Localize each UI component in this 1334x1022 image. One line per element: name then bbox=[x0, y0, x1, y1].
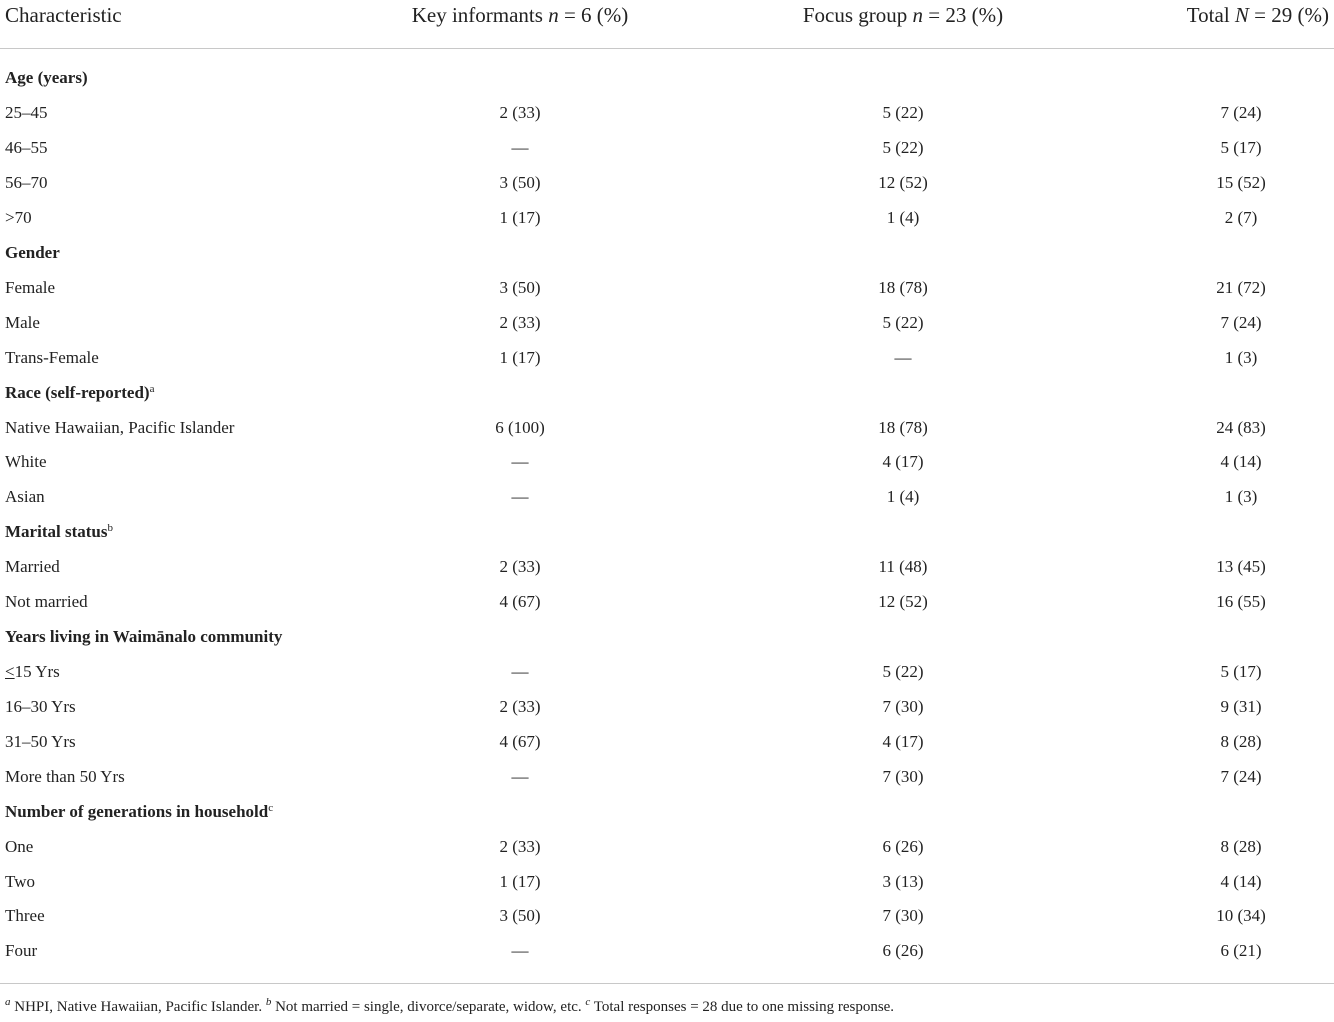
section-label: Years living in Waimānalo community bbox=[5, 627, 283, 646]
table-header bbox=[0, 0, 1334, 32]
row-label: 16–30 Yrs bbox=[5, 697, 76, 716]
row-label: 25–45 bbox=[5, 103, 48, 122]
row-label: Female bbox=[5, 278, 56, 297]
table-footnote: $^a$ NHPI, Native Hawaiian, Pacific Islander. $^b$ Not married = single, divorce/separate, widow, etc. $^c$ Total responses = 28 due to one missing response. bbox=[5, 996, 895, 1015]
row-total: 13 (45) bbox=[1216, 557, 1266, 576]
row-key-informants: 2 (33) bbox=[499, 103, 541, 122]
row-label: Married bbox=[5, 557, 60, 576]
table-row bbox=[0, 689, 1334, 724]
row-total: 7 (24) bbox=[1220, 103, 1262, 122]
row-total: 2 (7) bbox=[1224, 208, 1258, 227]
section-generations bbox=[0, 794, 1334, 829]
table-row bbox=[0, 130, 1334, 165]
row-focus-group: 5 (22) bbox=[882, 138, 924, 157]
section-label: Number of generations in household$^c$ bbox=[5, 802, 274, 821]
table-row bbox=[0, 829, 1334, 864]
table-row bbox=[0, 410, 1334, 445]
row-label: Three bbox=[5, 906, 45, 925]
row-total: 7 (24) bbox=[1220, 313, 1262, 332]
row-total: 5 (17) bbox=[1220, 662, 1262, 681]
table-row bbox=[0, 724, 1334, 759]
table-row bbox=[0, 864, 1334, 899]
footer-rule bbox=[0, 983, 1334, 984]
less-equal-symbol: < bbox=[5, 662, 15, 681]
row-label: Male bbox=[5, 313, 40, 332]
row-key-informants: 3 (50) bbox=[499, 278, 541, 297]
row-label: One bbox=[5, 837, 34, 856]
table-row bbox=[0, 200, 1334, 235]
row-key-informants: 3 (50) bbox=[499, 906, 541, 925]
section-label: Race (self-reported)$^a$ bbox=[5, 383, 155, 402]
row-total: 6 (21) bbox=[1220, 941, 1262, 960]
row-total: 9 (31) bbox=[1220, 697, 1262, 716]
row-label: 31–50 Yrs bbox=[5, 732, 76, 751]
row-key-informants: — bbox=[511, 452, 529, 471]
section-race bbox=[0, 375, 1334, 410]
header-key-informants: Key informants n = 6 (%) bbox=[411, 3, 629, 27]
row-focus-group: 4 (17) bbox=[882, 452, 924, 471]
row-focus-group: 12 (52) bbox=[878, 173, 928, 192]
section-gender bbox=[0, 235, 1334, 270]
row-total: 15 (52) bbox=[1216, 173, 1266, 192]
row-key-informants: — bbox=[511, 941, 529, 960]
row-focus-group: 6 (26) bbox=[882, 941, 924, 960]
section-label: Gender bbox=[5, 243, 60, 262]
row-label: Two bbox=[5, 872, 35, 891]
row-label: Native Hawaiian, Pacific Islander bbox=[5, 418, 235, 437]
row-key-informants: — bbox=[511, 662, 529, 681]
row-key-informants: 2 (33) bbox=[499, 313, 541, 332]
row-focus-group: 7 (30) bbox=[882, 906, 924, 925]
header-rule bbox=[0, 48, 1334, 49]
row-label: White bbox=[5, 452, 47, 471]
row-total: 21 (72) bbox=[1216, 278, 1266, 297]
footnote-marker-c: c bbox=[268, 802, 274, 814]
row-focus-group: 7 (30) bbox=[882, 697, 924, 716]
section-label: Age (years) bbox=[5, 68, 88, 87]
table-row bbox=[0, 654, 1334, 689]
header-total: Total N = 29 (%) bbox=[1186, 3, 1329, 27]
row-key-informants: 6 (100) bbox=[495, 418, 545, 437]
row-key-informants: 3 (50) bbox=[499, 173, 541, 192]
row-focus-group: 5 (22) bbox=[882, 103, 924, 122]
header-characteristic: Characteristic bbox=[5, 3, 122, 27]
row-key-informants: 2 (33) bbox=[499, 557, 541, 576]
table-row bbox=[0, 933, 1334, 968]
row-total: 8 (28) bbox=[1220, 732, 1262, 751]
row-label: 46–55 bbox=[5, 138, 48, 157]
row-label: Not married bbox=[5, 592, 88, 611]
row-focus-group: 18 (78) bbox=[878, 278, 928, 297]
row-focus-group: 4 (17) bbox=[882, 732, 924, 751]
row-label: Four bbox=[5, 941, 38, 960]
table-row bbox=[0, 305, 1334, 340]
row-key-informants: 4 (67) bbox=[499, 732, 541, 751]
row-key-informants: — bbox=[511, 767, 529, 786]
row-label: >70 bbox=[5, 208, 32, 227]
section-age bbox=[0, 60, 1334, 95]
row-focus-group: 3 (13) bbox=[882, 872, 924, 891]
row-focus-group: — bbox=[894, 348, 912, 367]
row-focus-group: 1 (4) bbox=[886, 487, 920, 506]
row-label: Asian bbox=[5, 487, 45, 506]
row-focus-group: 7 (30) bbox=[882, 767, 924, 786]
row-label: 56–70 bbox=[5, 173, 48, 192]
table-row bbox=[0, 584, 1334, 619]
section-years-living bbox=[0, 619, 1334, 654]
row-total: 7 (24) bbox=[1220, 767, 1262, 786]
section-marital bbox=[0, 514, 1334, 549]
section-label: Marital status$^b$ bbox=[5, 522, 113, 541]
row-focus-group: 11 (48) bbox=[878, 557, 928, 576]
row-key-informants: — bbox=[511, 487, 529, 506]
table-row bbox=[0, 549, 1334, 584]
row-label: Trans-Female bbox=[5, 348, 99, 367]
row-key-informants: 2 (33) bbox=[499, 697, 541, 716]
row-focus-group: 5 (22) bbox=[882, 313, 924, 332]
row-key-informants: 1 (17) bbox=[499, 348, 541, 367]
table-row bbox=[0, 898, 1334, 933]
table-row bbox=[0, 95, 1334, 130]
row-total: 1 (3) bbox=[1224, 348, 1258, 367]
row-total: 5 (17) bbox=[1220, 138, 1262, 157]
row-total: 4 (14) bbox=[1220, 452, 1262, 471]
header-focus-group: Focus group n = 23 (%) bbox=[802, 3, 1004, 27]
table-row bbox=[0, 340, 1334, 375]
table-row bbox=[0, 165, 1334, 200]
row-total: 10 (34) bbox=[1216, 906, 1266, 925]
row-focus-group: 12 (52) bbox=[878, 592, 928, 611]
row-focus-group: 5 (22) bbox=[882, 662, 924, 681]
table-row bbox=[0, 759, 1334, 794]
row-key-informants: — bbox=[511, 138, 529, 157]
table-row bbox=[0, 444, 1334, 479]
row-total: 1 (3) bbox=[1224, 487, 1258, 506]
row-label: More than 50 Yrs bbox=[5, 767, 125, 786]
row-label: <15 Yrs bbox=[5, 662, 60, 681]
row-key-informants: 4 (67) bbox=[499, 592, 541, 611]
row-key-informants: 1 (17) bbox=[499, 208, 541, 227]
row-key-informants: 1 (17) bbox=[499, 872, 541, 891]
row-key-informants: 2 (33) bbox=[499, 837, 541, 856]
row-focus-group: 1 (4) bbox=[886, 208, 920, 227]
row-total: 16 (55) bbox=[1216, 592, 1266, 611]
row-total: 24 (83) bbox=[1216, 418, 1266, 437]
row-focus-group: 18 (78) bbox=[878, 418, 928, 437]
table-row bbox=[0, 479, 1334, 514]
row-total: 8 (28) bbox=[1220, 837, 1262, 856]
table-row bbox=[0, 270, 1334, 305]
footnote-marker-a: a bbox=[149, 383, 155, 395]
row-total: 4 (14) bbox=[1220, 872, 1262, 891]
footnote-marker-b: b bbox=[107, 522, 113, 534]
row-focus-group: 6 (26) bbox=[882, 837, 924, 856]
